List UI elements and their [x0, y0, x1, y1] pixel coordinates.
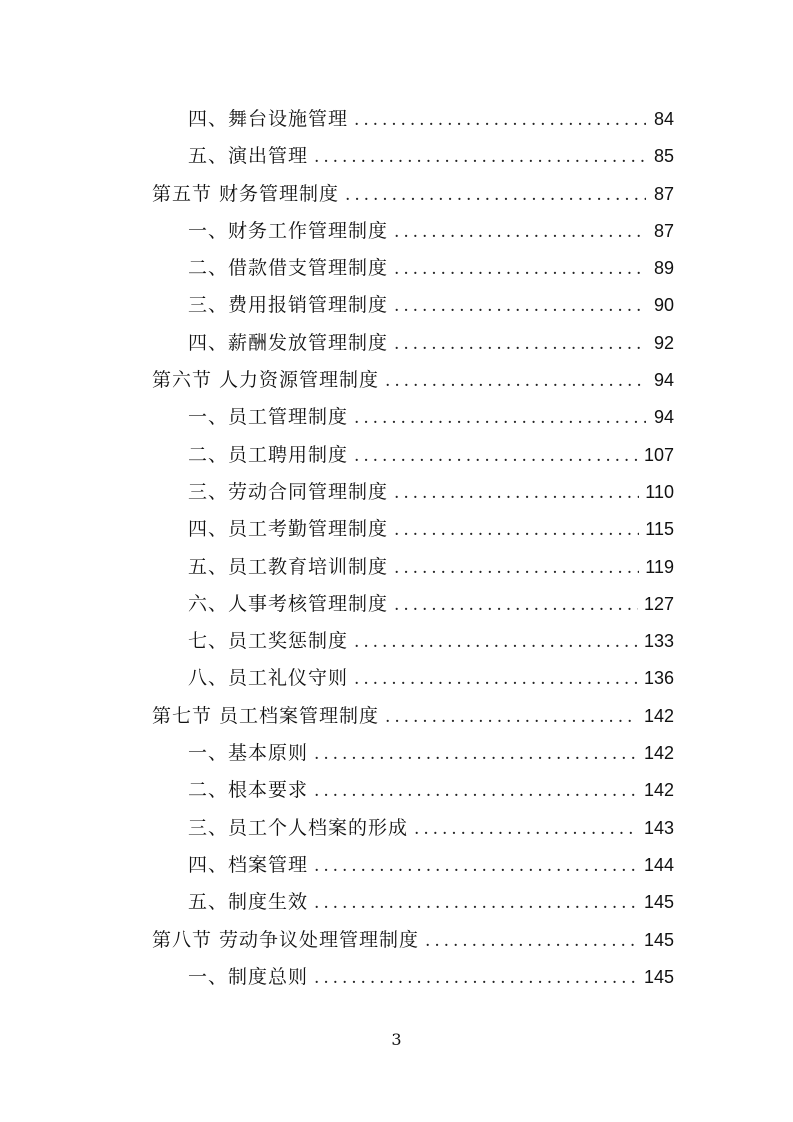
toc-section-entry[interactable]	[152, 176, 674, 213]
toc-dot-leader	[354, 400, 646, 437]
toc-entry-label: 第六节 人力资源管理制度	[152, 369, 380, 392]
toc-entry-page: 127	[643, 593, 674, 614]
toc-dot-leader	[385, 699, 638, 736]
toc-subsection-entry[interactable]	[152, 884, 674, 921]
toc-dot-leader	[354, 661, 638, 698]
toc-entry-label: 七、员工奖惩制度	[188, 630, 349, 653]
toc-entry-label: 四、档案管理	[188, 853, 309, 876]
toc-entry-label: 一、基本原则	[188, 742, 309, 765]
toc-entry-label: 四、员工考勤管理制度	[188, 518, 389, 541]
toc-subsection-entry[interactable]	[152, 399, 674, 436]
toc-subsection-entry[interactable]	[152, 810, 674, 847]
toc-dot-leader	[394, 326, 646, 363]
toc-entry-page: 90	[653, 295, 674, 316]
toc-dot-leader	[314, 736, 638, 773]
toc-entry-page: 142	[643, 705, 674, 726]
toc-subsection-entry[interactable]	[152, 549, 674, 586]
page-number: 3	[391, 1030, 402, 1049]
toc-dot-leader	[314, 885, 638, 922]
toc-entry-page: 145	[643, 966, 674, 987]
toc-entry-page: 115	[645, 519, 674, 540]
toc-entry-page: 119	[645, 556, 674, 577]
toc-entry-page: 87	[653, 220, 674, 241]
toc-dot-leader	[394, 214, 646, 251]
toc-subsection-entry[interactable]	[152, 959, 674, 996]
toc-subsection-entry[interactable]	[152, 213, 674, 250]
table-of-contents	[152, 101, 674, 996]
toc-subsection-entry[interactable]	[152, 660, 674, 697]
toc-dot-leader	[314, 848, 638, 885]
toc-dot-leader	[394, 251, 646, 288]
toc-entry-page: 133	[643, 631, 674, 652]
toc-subsection-entry[interactable]	[152, 138, 674, 175]
toc-section-entry[interactable]	[152, 698, 674, 735]
toc-entry-page: 85	[653, 146, 674, 167]
toc-entry-page: 107	[643, 444, 674, 465]
toc-entry-label: 二、根本要求	[188, 779, 309, 802]
toc-entry-page: 145	[643, 892, 674, 913]
toc-dot-leader	[385, 363, 646, 400]
toc-subsection-entry[interactable]	[152, 250, 674, 287]
toc-section-entry[interactable]	[152, 922, 674, 959]
toc-dot-leader	[354, 102, 646, 139]
toc-entry-label: 八、员工礼仪守则	[188, 667, 349, 690]
toc-dot-leader	[414, 811, 638, 848]
toc-entry-page: 136	[643, 668, 674, 689]
toc-subsection-entry[interactable]	[152, 735, 674, 772]
toc-dot-leader	[394, 475, 639, 512]
toc-entry-label: 四、舞台设施管理	[188, 108, 349, 130]
toc-entry-label: 一、制度总则	[188, 965, 309, 988]
toc-subsection-entry[interactable]	[152, 623, 674, 660]
toc-dot-leader	[345, 177, 646, 214]
toc-dot-leader	[394, 288, 646, 325]
toc-entry-page: 84	[653, 109, 674, 129]
toc-dot-leader	[394, 587, 638, 624]
toc-entry-label: 三、劳动合同管理制度	[188, 480, 389, 503]
toc-entry-label: 五、制度生效	[188, 891, 309, 914]
toc-entry-label: 三、员工个人档案的形成	[188, 816, 409, 839]
toc-section-entry[interactable]	[152, 362, 674, 399]
toc-subsection-entry[interactable]	[152, 101, 674, 138]
toc-dot-leader	[354, 438, 638, 475]
toc-dot-leader	[314, 773, 638, 810]
toc-entry-label: 五、员工教育培训制度	[188, 555, 389, 578]
toc-entry-page: 92	[653, 332, 674, 353]
toc-entry-label: 第七节 员工档案管理制度	[152, 704, 380, 727]
toc-entry-label: 五、演出管理	[188, 145, 309, 168]
toc-entry-page: 94	[653, 370, 674, 391]
toc-entry-page: 142	[643, 780, 674, 801]
toc-dot-leader	[394, 512, 639, 549]
toc-entry-label: 三、费用报销管理制度	[188, 294, 389, 317]
toc-entry-label: 二、员工聘用制度	[188, 443, 349, 466]
toc-entry-page: 110	[645, 481, 674, 502]
toc-dot-leader	[394, 550, 639, 587]
toc-entry-page: 94	[653, 407, 674, 428]
toc-entry-page: 145	[643, 929, 674, 950]
toc-entry-label: 二、借款借支管理制度	[188, 257, 389, 280]
toc-entry-page: 143	[643, 817, 674, 838]
toc-subsection-entry[interactable]	[152, 474, 674, 511]
toc-subsection-entry[interactable]	[152, 586, 674, 623]
toc-entry-label: 第五节 财务管理制度	[152, 182, 340, 205]
toc-entry-label: 四、薪酬发放管理制度	[188, 331, 389, 354]
toc-entry-page: 87	[653, 183, 674, 204]
toc-entry-page: 142	[643, 743, 674, 764]
toc-dot-leader	[314, 139, 646, 176]
toc-entry-page: 144	[643, 854, 674, 875]
toc-entry-label: 六、人事考核管理制度	[188, 592, 389, 615]
toc-dot-leader	[425, 923, 638, 960]
toc-subsection-entry[interactable]	[152, 437, 674, 474]
toc-entry-label: 一、员工管理制度	[188, 406, 349, 429]
toc-subsection-entry[interactable]	[152, 325, 674, 362]
toc-entry-page: 89	[653, 258, 674, 279]
toc-subsection-entry[interactable]	[152, 287, 674, 324]
toc-entry-label: 第八节 劳动争议处理管理制度	[152, 928, 420, 951]
toc-subsection-entry[interactable]	[152, 511, 674, 548]
toc-dot-leader	[354, 624, 638, 661]
toc-dot-leader	[314, 960, 638, 997]
toc-entry-label: 一、财务工作管理制度	[188, 219, 389, 242]
toc-subsection-entry[interactable]	[152, 847, 674, 884]
toc-subsection-entry[interactable]	[152, 772, 674, 809]
